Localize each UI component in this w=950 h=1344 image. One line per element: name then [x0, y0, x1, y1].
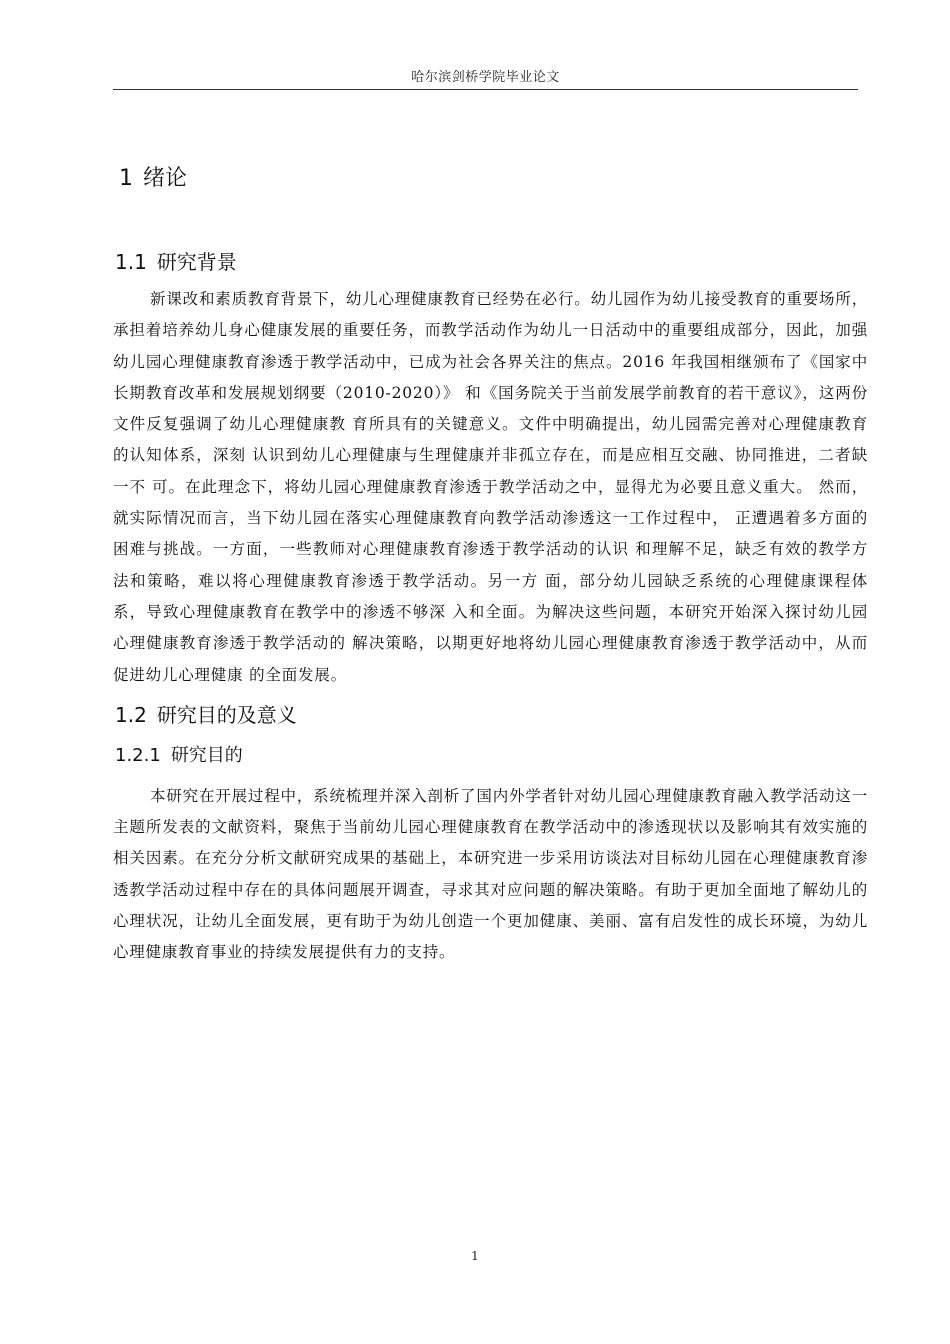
- chapter-title: 绪论: [143, 166, 188, 191]
- subsection-number: 1.2.1: [115, 744, 161, 766]
- paragraph-research-purpose: 本研究在开展过程中，系统梳理并深入剖析了国内外学者针对幼儿园心理健康教育融入教学活动这一主题所发表的文献资料，聚焦于当前幼儿园心理健康教育在教学活动中的渗透现状以及影响其有效实施的相关因素。在充分分析文献研究成果的基础上，本研究进一步采用访谈法对目标幼儿园在心理健康教育渗透教学活动过程中存在的具体问题展开调查，寻求其对应问题的解决策略。有助于更加全面地了解幼儿的心理状况，让幼儿全面发展，更有助于为幼儿创造一个更加健康、美丽、富有启发性的成长环境，为幼儿心理健康教育事业的持续发展提供有力的支持。: [113, 786, 868, 962]
- section-heading-1-2: [113, 697, 868, 733]
- running-header: 哈尔滨剑桥学院毕业论文: [411, 70, 560, 85]
- page-number: 1: [471, 1249, 479, 1263]
- section-title: 研究目的及意义: [156, 702, 297, 727]
- subsection-heading-1-2-1: [113, 739, 868, 773]
- paragraph-research-background: 新课改和素质教育背景下，幼儿心理健康教育已经势在必行。幼儿园作为幼儿接受教育的重要场所，承担着培养幼儿身心健康发展的重要任务，而教学活动作为幼儿一日活动中的重要组成部分，因此，加强幼儿园心理健康教育渗透于教学活动中，已成为社会各界关注的焦点。2016 年我国相继颁布了《国家中长期教育改革和发展规划纲要（2010-2020）》 和《国务院关于当前发展学前教育的若干意议》，这两份文件反复强调了幼儿心理健康教 育所具有的关键意义。文件中明确提出，幼儿园需完善对心理健康教育的认知体系，深刻 认识到幼儿心理健康与生理健康并非孤立存在，而是应相互交融、协同推进，二者缺一不 可。在此理念下，将幼儿园心理健康教育渗透于教学活动之中，显得尤为必要且意义重大。 然而，就实际情况而言，当下幼儿园在落实心理健康教育向教学活动渗透这一工作过程中， 正遭遇着多方面的困难与挑战。一方面，一些教师对心理健康教育渗透于教学活动的认识 和理解不足，缺乏有效的教学方法和策略，难以将心理健康教育渗透于教学活动。另一方 面，部分幼儿园缺乏系统的心理健康课程体系，导致心理健康教育在教学中的渗透不够深 入和全面。为解决这些问题，本研究开始深入探讨幼儿园心理健康教育渗透于教学活动的 解决策略，以期更好地将幼儿园心理健康教育渗透于教学活动中，从而促进幼儿心理健康 的全面发展。: [113, 290, 868, 684]
- subsection-title: 研究目的: [170, 744, 243, 766]
- section-title: 研究背景: [156, 250, 237, 274]
- page-body: [113, 160, 868, 969]
- section-number: 1.2: [115, 702, 147, 727]
- header-divider: [113, 89, 858, 90]
- section-heading-1-1: [113, 244, 868, 280]
- section-number: 1.1: [115, 250, 147, 274]
- chapter-heading: [113, 160, 868, 198]
- chapter-number: 1: [119, 166, 133, 191]
